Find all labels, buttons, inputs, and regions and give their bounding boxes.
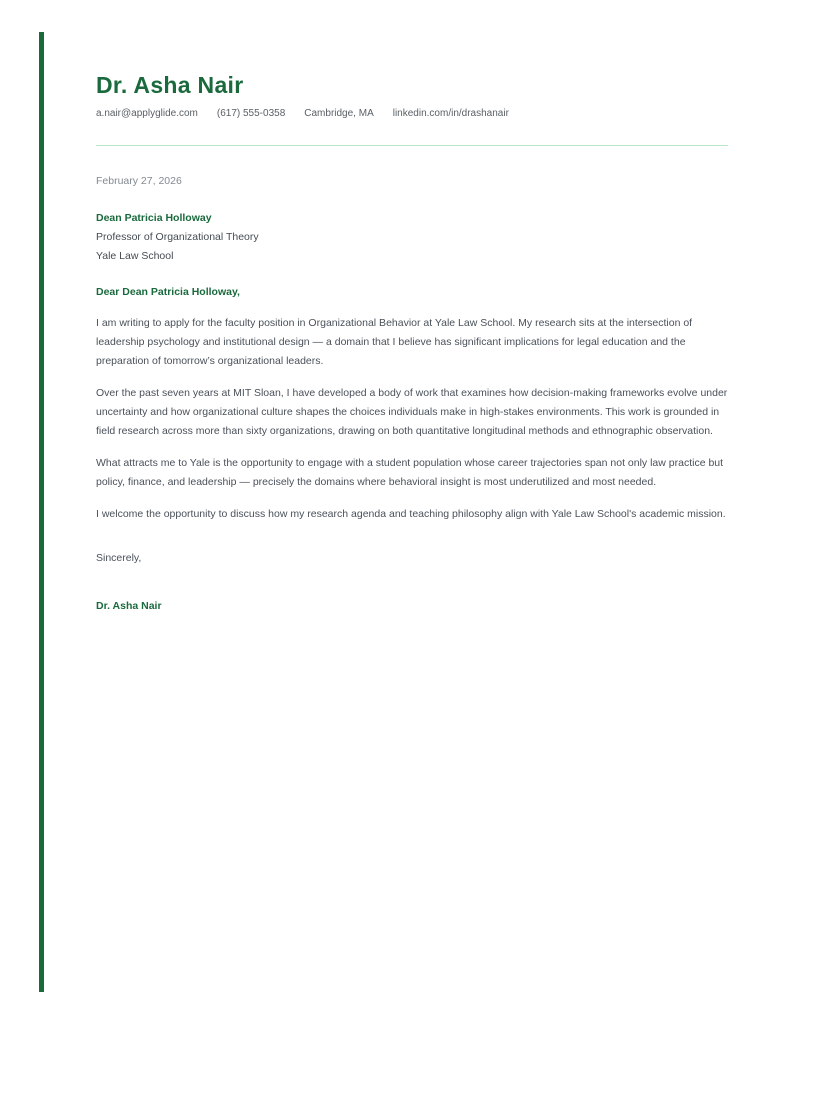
recipient-block	[96, 209, 728, 266]
body-paragraph-3: What attracts me to Yale is the opportunity to engage with a student population whose career trajectories span not only law practice but policy, finance, and leadership — precisely the domains where behavioral insight is most underutilized and most needed.	[96, 457, 724, 488]
header-divider	[96, 145, 728, 146]
letter-date: February 27, 2026	[96, 175, 182, 187]
body-paragraph-4: I welcome the opportunity to discuss how my research agenda and teaching philosophy align with Yale Law School's academic mission.	[96, 508, 726, 520]
letter-content	[96, 0, 728, 616]
recipient-name: Dean Patricia Holloway	[96, 212, 212, 224]
closing: Sincerely,	[96, 552, 142, 564]
signature-name: Dr. Asha Nair	[96, 600, 162, 612]
letter-body	[96, 314, 728, 524]
applicant-name-heading: Dr. Asha Nair	[96, 72, 244, 98]
salutation: Dear Dean Patricia Holloway,	[96, 286, 240, 298]
contact-email: a.nair@applyglide.com	[96, 108, 198, 119]
recipient-title: Professor of Organizational Theory	[96, 231, 259, 243]
contact-phone: (617) 555-0358	[216, 108, 286, 119]
contact-location: Cambridge, MA	[304, 108, 374, 119]
body-paragraph-2: Over the past seven years at MIT Sloan, I have developed a body of work that examines how decision-making frameworks evolve under uncertainty and how organizational culture shapes the choices individuals make in high-stakes environments. This work is grounded in field research across more than sixty organizations, drawing on both quantitative longitudinal methods and ethnographic observation.	[96, 387, 728, 437]
body-paragraph-1: I am writing to apply for the faculty position in Organizational Behavior at Yale Law School. My research sits at the intersection of leadership psychology and institutional design — a domain that I believe has significant implications for legal education and the preparation of tomorrow’s organizational leaders.	[96, 317, 693, 367]
contact-row	[96, 107, 728, 120]
recipient-organization: Yale Law School	[96, 250, 174, 262]
contact-linkedin: linkedin.com/in/drashanair	[392, 108, 509, 119]
left-accent-bar	[39, 32, 44, 992]
